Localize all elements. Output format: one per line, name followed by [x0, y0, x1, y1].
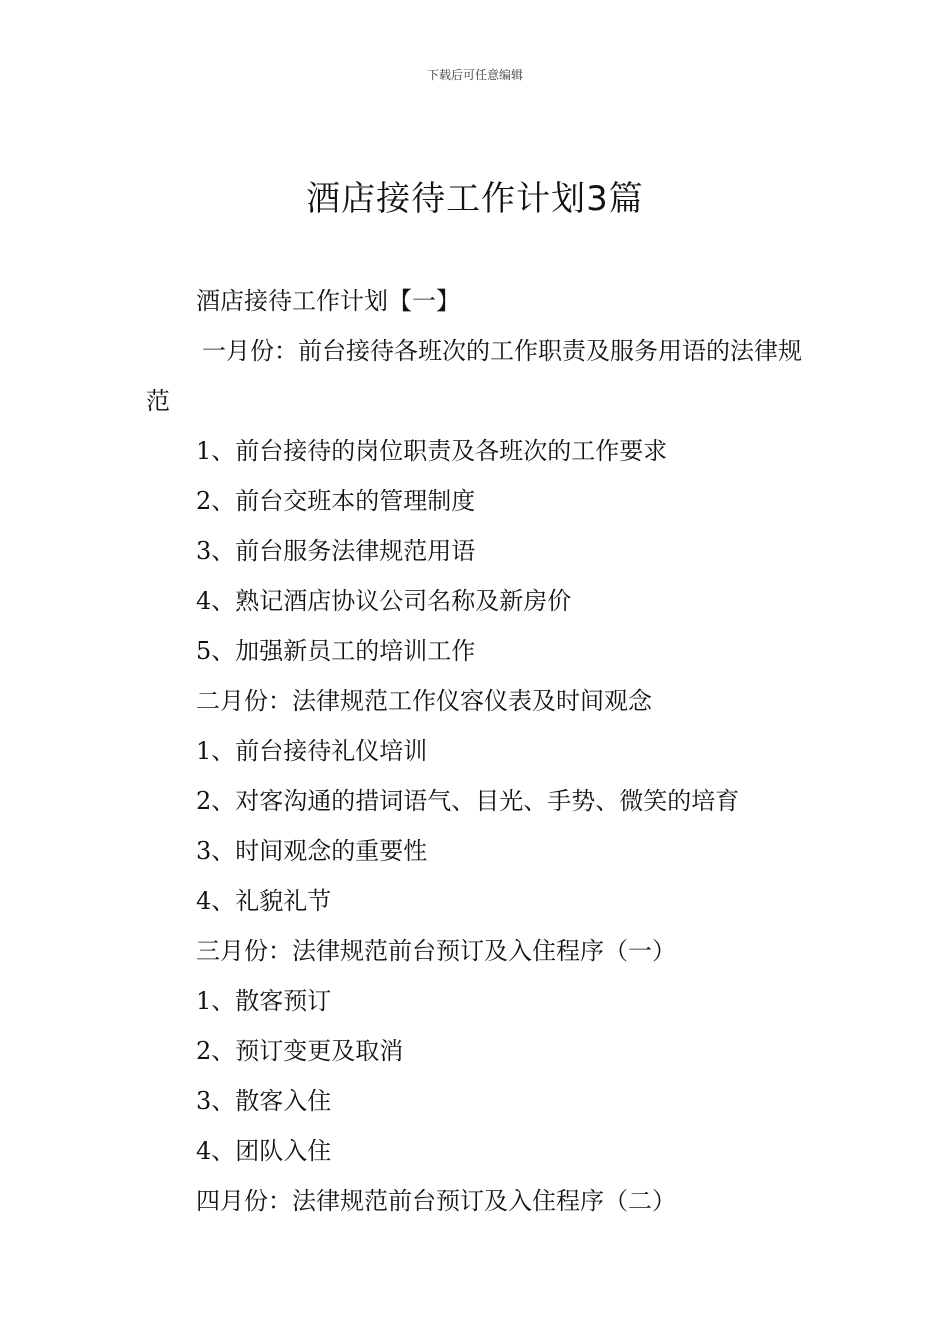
list-item: 3、前台服务法律规范用语 — [196, 537, 476, 565]
list-item: 1、散客预订 — [196, 987, 332, 1015]
list-item: 4、团队入住 — [196, 1137, 332, 1165]
list-item: 1、前台接待的岗位职责及各班次的工作要求 — [196, 437, 668, 465]
list-item: 3、时间观念的重要性 — [196, 837, 428, 865]
list-item: 4、熟记酒店协议公司名称及新房价 — [196, 587, 572, 615]
list-item: 5、加强新员工的培训工作 — [196, 637, 476, 665]
list-item: 2、预订变更及取消 — [196, 1037, 404, 1065]
document-body — [146, 276, 816, 1226]
month-heading: 三月份：法律规范前台预订及入住程序（一） — [196, 937, 676, 965]
list-item: 1、前台接待礼仪培训 — [196, 737, 428, 765]
list-item: 3、散客入住 — [196, 1087, 332, 1115]
month-heading: 二月份：法律规范工作仪容仪表及时间观念 — [196, 687, 652, 715]
month-heading: 四月份：法律规范前台预订及入住程序（二） — [196, 1187, 676, 1215]
section-heading: 酒店接待工作计划【一】 — [196, 287, 460, 315]
list-item: 2、前台交班本的管理制度 — [196, 487, 476, 515]
list-item: 4、礼貌礼节 — [196, 887, 332, 915]
list-item: 2、对客沟通的措词语气、目光、手势、微笑的培育 — [196, 787, 740, 815]
page-header-note: 下载后可任意编辑 — [426, 68, 523, 82]
document-title: 酒店接待工作计划3篇 — [306, 179, 644, 219]
month-heading: 一月份：前台接待各班次的工作职责及服务用语的法律规范 — [146, 337, 802, 415]
